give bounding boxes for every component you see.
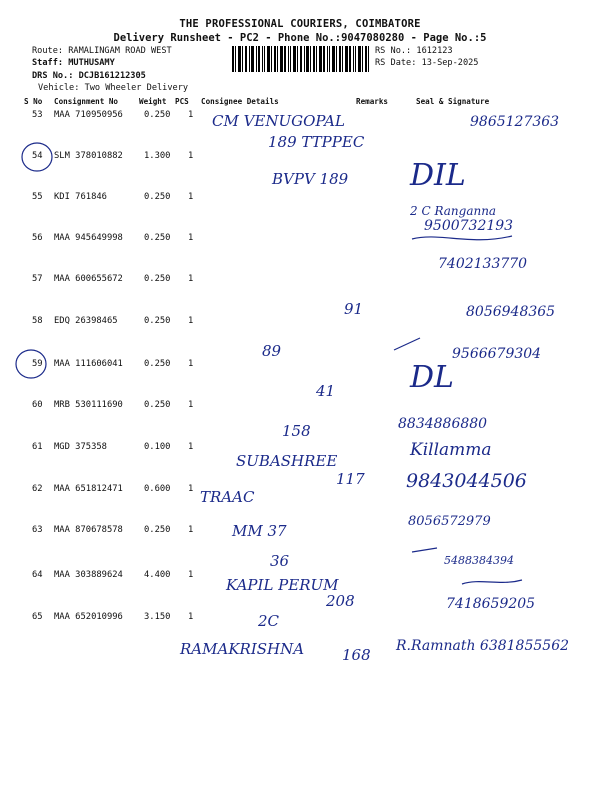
col-header-weight: Weight: [139, 97, 167, 106]
weight: 0.250: [144, 274, 171, 284]
col-header-pcs: PCS: [175, 97, 189, 106]
sno: 58: [32, 316, 43, 326]
weight: 0.250: [144, 233, 171, 243]
sno: 56: [32, 233, 43, 243]
weight: 0.100: [144, 442, 171, 452]
pcs: 1: [188, 151, 194, 161]
weight: 0.600: [144, 484, 171, 494]
sno: 65: [32, 612, 43, 622]
sno: 61: [32, 442, 43, 452]
handwriting-consignee: 2C: [258, 612, 280, 630]
handwriting-signature: DIL: [410, 158, 466, 193]
handwriting-consignee: BVPV 189: [272, 170, 349, 188]
consignment-no: MAA 710950956: [54, 110, 123, 120]
consignment-no: MAA 111606041: [54, 359, 123, 369]
staff-label: Staff: MUTHUSAMY: [32, 58, 115, 68]
handwriting-consignee: 41: [316, 382, 336, 400]
handwriting-consignee: 168: [342, 646, 371, 664]
vehicle-label: Vehicle: Two Wheeler Delivery: [38, 83, 189, 93]
consignment-no: MAA 600655672: [54, 274, 123, 284]
handwriting-consignee: RAMAKRISHNA: [180, 640, 305, 658]
rs-number: RS No.: 1612123: [375, 46, 453, 56]
sno: 60: [32, 400, 43, 410]
consignment-no: EDQ 26398465: [54, 316, 118, 326]
handwriting-consignee: SUBASHREE: [236, 452, 338, 470]
handwriting-signature: 9865127363: [470, 114, 560, 130]
handwriting-signature: 2 C Ranganna: [410, 204, 497, 218]
handwriting-consignee: 208: [326, 592, 355, 610]
sno: 53: [32, 110, 43, 120]
handwriting-signature: 9843044506: [406, 470, 527, 492]
handwriting-consignee: 91: [344, 300, 364, 318]
circle-mark-59: [16, 350, 46, 378]
handwriting-consignee: TRAAC: [200, 488, 255, 506]
consignment-no: MAA 303889624: [54, 570, 123, 580]
consignment-no: MAA 945649998: [54, 233, 123, 243]
handwriting-consignee: 36: [270, 552, 290, 570]
handwriting-signature: R.Ramnath 6381855562: [396, 638, 570, 654]
pcs: 1: [188, 192, 194, 202]
sno: 63: [32, 525, 43, 535]
weight: 0.250: [144, 359, 171, 369]
weight: 3.150: [144, 612, 171, 622]
pcs: 1: [188, 570, 194, 580]
pcs: 1: [188, 274, 194, 284]
sno: 64: [32, 570, 43, 580]
sno: 55: [32, 192, 43, 202]
consignment-no: MAA 651812471: [54, 484, 123, 494]
consignment-no: MAA 870678578: [54, 525, 123, 535]
handwriting-consignee: 117: [336, 470, 365, 488]
pcs: 1: [188, 233, 194, 243]
rs-date: RS Date: 13-Sep-2025: [375, 58, 479, 68]
pcs: 1: [188, 400, 194, 410]
col-header-consignment: Consignment No: [54, 97, 119, 106]
consignment-no: KDI 761846: [54, 192, 107, 202]
scribble-mark: [462, 580, 522, 584]
pcs: 1: [188, 612, 194, 622]
handwriting-signature: 7402133770: [438, 256, 528, 272]
drs-number: DRS No.: DCJB161212305: [32, 71, 146, 81]
scribble-mark: [412, 548, 437, 552]
route-label: Route: RAMALINGAM ROAD WEST: [32, 46, 172, 56]
document-title: THE PROFESSIONAL COURIERS, COIMBATORE: [179, 18, 421, 30]
weight: 0.250: [144, 110, 171, 120]
weight: 0.250: [144, 525, 171, 535]
consignment-no: MAA 652010996: [54, 612, 123, 622]
document-subtitle: Delivery Runsheet - PC2 - Phone No.:9047080280 - Page No.:5: [113, 32, 487, 44]
pcs: 1: [188, 110, 194, 120]
pcs: 1: [188, 484, 194, 494]
handwriting-consignee: 89: [262, 342, 282, 360]
col-header-consignee: Consignee Details: [201, 97, 279, 106]
weight: 0.250: [144, 400, 171, 410]
handwriting-consignee: KAPIL PERUM: [226, 576, 339, 594]
sno: 59: [32, 359, 43, 369]
weight: 1.300: [144, 151, 171, 161]
handwriting-signature: DL: [410, 360, 454, 395]
col-header-seal: Seal & Signature: [416, 97, 490, 106]
pcs: 1: [188, 525, 194, 535]
handwriting-signature: 8834886880: [398, 416, 488, 432]
handwriting-signature: 9566679304: [452, 346, 542, 362]
scribble-mark: [394, 338, 420, 350]
handwriting-consignee: MM 37: [232, 522, 287, 540]
weight: 4.400: [144, 570, 171, 580]
circle-mark-54: [22, 143, 52, 171]
weight: 0.250: [144, 316, 171, 326]
handwriting-consignee: CM VENUGOPAL: [212, 112, 345, 130]
weight: 0.250: [144, 192, 171, 202]
handwriting-consignee: 189 TTPPEC: [268, 133, 365, 151]
consignment-no: MRB 530111690: [54, 400, 123, 410]
consignment-no: MGD 375358: [54, 442, 107, 452]
scribble-mark: [412, 236, 512, 240]
handwriting-signature: 7418659205: [446, 596, 536, 612]
handwriting-consignee: 158: [282, 422, 311, 440]
sno: 62: [32, 484, 43, 494]
col-header-sno: S No: [24, 97, 43, 106]
pcs: 1: [188, 359, 194, 369]
sno: 57: [32, 274, 43, 284]
handwriting-signature: Killamma: [410, 440, 492, 460]
consignment-no: SLM 378010882: [54, 151, 123, 161]
col-header-remarks: Remarks: [356, 97, 389, 106]
handwriting-signature: 8056572979: [408, 514, 491, 529]
pcs: 1: [188, 442, 194, 452]
handwriting-signature: 5488384394: [444, 554, 514, 567]
handwriting-signature: 8056948365: [466, 304, 556, 320]
sno: 54: [32, 151, 43, 161]
handwriting-signature: 9500732193: [424, 218, 514, 234]
pcs: 1: [188, 316, 194, 326]
